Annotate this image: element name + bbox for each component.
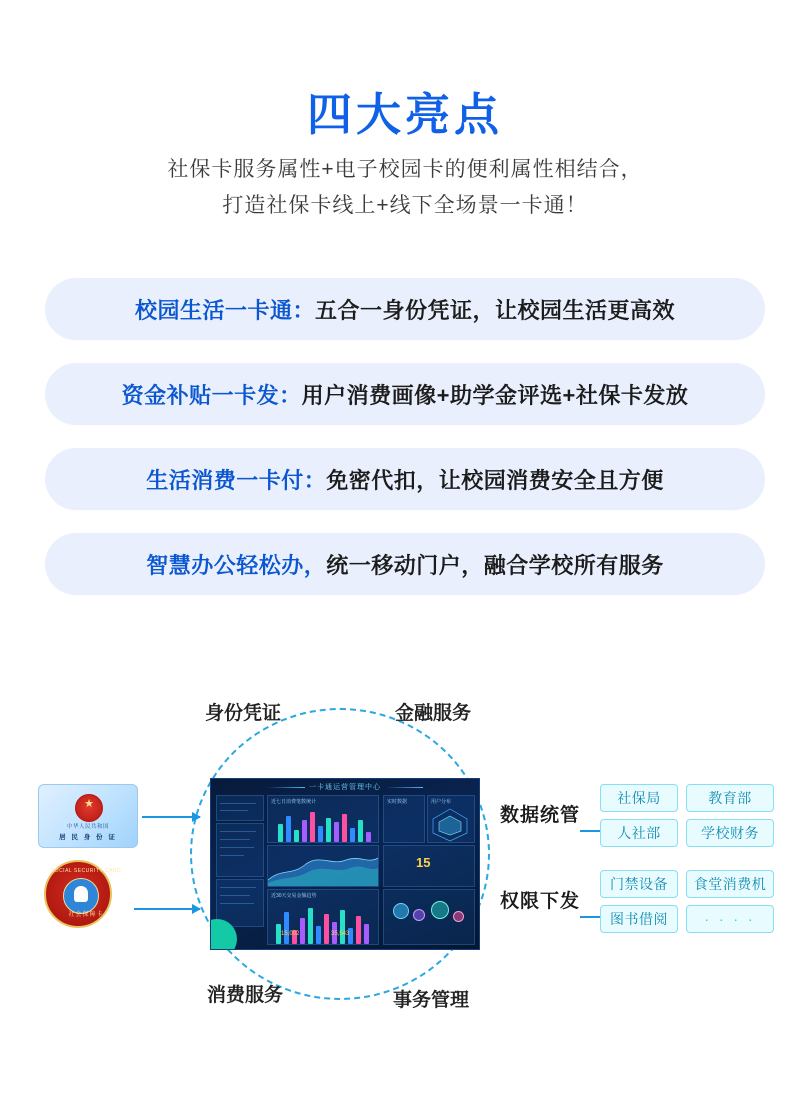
dashboard-bar — [284, 912, 289, 944]
subtitle-line-1: 社保卡服务属性+电子校园卡的便利属性相结合， — [167, 158, 643, 181]
dashboard-row-line — [220, 847, 254, 848]
dashboard-bubble — [393, 903, 409, 919]
id-card-line-1: 中华人民共和国 — [66, 824, 109, 830]
dashboard-row-line — [220, 903, 254, 904]
dashboard-title: 一卡通运营管理中心 — [211, 782, 479, 792]
dashboard-bar — [358, 820, 363, 842]
tag-shitangxiaofeiji[interactable]: 食堂消费机 — [686, 870, 774, 898]
dashboard-bar — [286, 816, 291, 842]
dashboard-bar — [302, 820, 307, 842]
highlight-rest-4: 统一移动门户，融合学校所有服务 — [326, 552, 664, 578]
dashboard-row-line — [220, 895, 250, 896]
subtitle-line-2: 打造社保卡线上+线下全场景一卡通！ — [222, 194, 588, 217]
dashboard-bar — [334, 822, 339, 842]
dashboard-bar — [316, 926, 321, 944]
dashboard-bar — [340, 910, 345, 944]
dashboard-bubble — [413, 909, 425, 921]
dashboard-row-line — [220, 855, 244, 856]
dashboard-radar-chart — [425, 803, 475, 843]
dashboard-bar — [342, 814, 347, 842]
dashboard-bar — [294, 830, 299, 842]
id-card-graphic — [38, 784, 138, 848]
dashboard-bar — [310, 812, 315, 842]
social-security-card-graphic — [38, 858, 130, 930]
highlight-item-1 — [45, 278, 765, 340]
dashboard-bar — [324, 914, 329, 944]
arrow-id-to-dashboard — [142, 816, 200, 818]
tag-renshebu[interactable]: 人社部 — [600, 819, 678, 847]
flow-label-permission-dispatch: 权限下发 — [500, 891, 581, 912]
id-card-line-2: 居 民 身 份 证 — [59, 834, 117, 841]
page-title: 四大亮点 — [306, 89, 503, 140]
dashboard-bar — [326, 818, 331, 842]
dashboard-bar — [356, 916, 361, 944]
highlight-rest-1: 五合一身份凭证，让校园生活更高效 — [315, 297, 676, 323]
flow-label-data-governance: 数据统管 — [500, 805, 581, 826]
dashboard-bar — [278, 824, 283, 842]
tag-menjinshebei[interactable]: 门禁设备 — [600, 870, 678, 898]
highlight-rest-2: 用户消费画像+助学金评选+社保卡发放 — [301, 382, 689, 408]
dashboard-bar — [300, 918, 305, 944]
tag-group-permission-dispatch — [600, 870, 774, 933]
dashboard-row-line — [220, 839, 250, 840]
highlight-item-4 — [45, 533, 765, 595]
ssc-ring — [44, 860, 122, 928]
dashboard-row-line — [220, 887, 256, 888]
dashboard-area-chart — [268, 846, 378, 886]
dashboard-row-line — [220, 810, 248, 811]
dashboard-stat-left: 15,002 — [281, 931, 300, 937]
dashboard-bar-panel — [267, 795, 379, 843]
ssc-top-text: SOCIAL SECURITY CARD — [50, 868, 122, 874]
dashboard-preview — [210, 778, 480, 950]
ellipse-label-identity: 身份凭证 — [205, 703, 282, 724]
dashboard-bar — [318, 826, 323, 842]
dashboard-bar — [364, 924, 369, 944]
dashboard-stat-center: 15 — [416, 855, 431, 870]
highlight-rest-3: 免密代扣，让校园消费安全且方便 — [326, 467, 664, 493]
tag-group-data-governance — [600, 784, 774, 847]
dashboard-bubble — [431, 901, 449, 919]
highlight-item-3 — [45, 448, 765, 510]
dashboard-stat-right: 35,543 — [331, 931, 350, 937]
tag-jiaoyubu[interactable]: 教育部 — [686, 784, 774, 812]
architecture-diagram — [0, 690, 810, 1050]
highlight-lead-3: 生活消费一卡付： — [146, 467, 327, 493]
highlight-lead-2: 资金补贴一卡发： — [121, 382, 302, 408]
highlight-lead-1: 校园生活一卡通： — [134, 297, 315, 323]
dashboard-row-line — [220, 831, 256, 832]
arrow-ssc-to-dashboard — [134, 908, 200, 910]
highlight-lead-4: 智慧办公轻松办， — [146, 552, 327, 578]
ellipse-label-finance: 金融服务 — [395, 703, 472, 724]
dashboard-bar — [350, 828, 355, 842]
dashboard-panel-label-3: 实时数据 — [387, 799, 408, 805]
dashboard-panel-label-1: 近七日消费笔数统计 — [271, 799, 317, 805]
dashboard-area-panel — [267, 845, 379, 887]
dashboard-bar — [308, 908, 313, 944]
ellipse-label-affairs: 事务管理 — [393, 990, 470, 1011]
dashboard-panel-label-4: 用户分布 — [431, 799, 452, 805]
tag-shebaoju[interactable]: 社保局 — [600, 784, 678, 812]
dashboard-bubble — [453, 911, 464, 922]
ellipse-label-consume: 消费服务 — [207, 985, 284, 1006]
highlight-item-2 — [45, 363, 765, 425]
national-emblem-icon — [75, 794, 103, 822]
dashboard-panel-label-2: 近30天交易金额趋势 — [271, 893, 317, 899]
tag-tushujieyue[interactable]: 图书借阅 — [600, 905, 678, 933]
dashboard-panel-right-1 — [383, 795, 425, 843]
dashboard-bar — [366, 832, 371, 842]
tag-more-dots[interactable]: · · · · — [686, 905, 774, 933]
highlight-list — [45, 278, 765, 618]
dashboard-row-line — [220, 803, 256, 804]
ssc-bottom-text: 社会保障卡 — [68, 912, 104, 918]
tag-xuexiaocaiwu[interactable]: 学校财务 — [686, 819, 774, 847]
dashboard-panel-left-1 — [216, 795, 264, 821]
page-subtitle — [0, 152, 810, 224]
